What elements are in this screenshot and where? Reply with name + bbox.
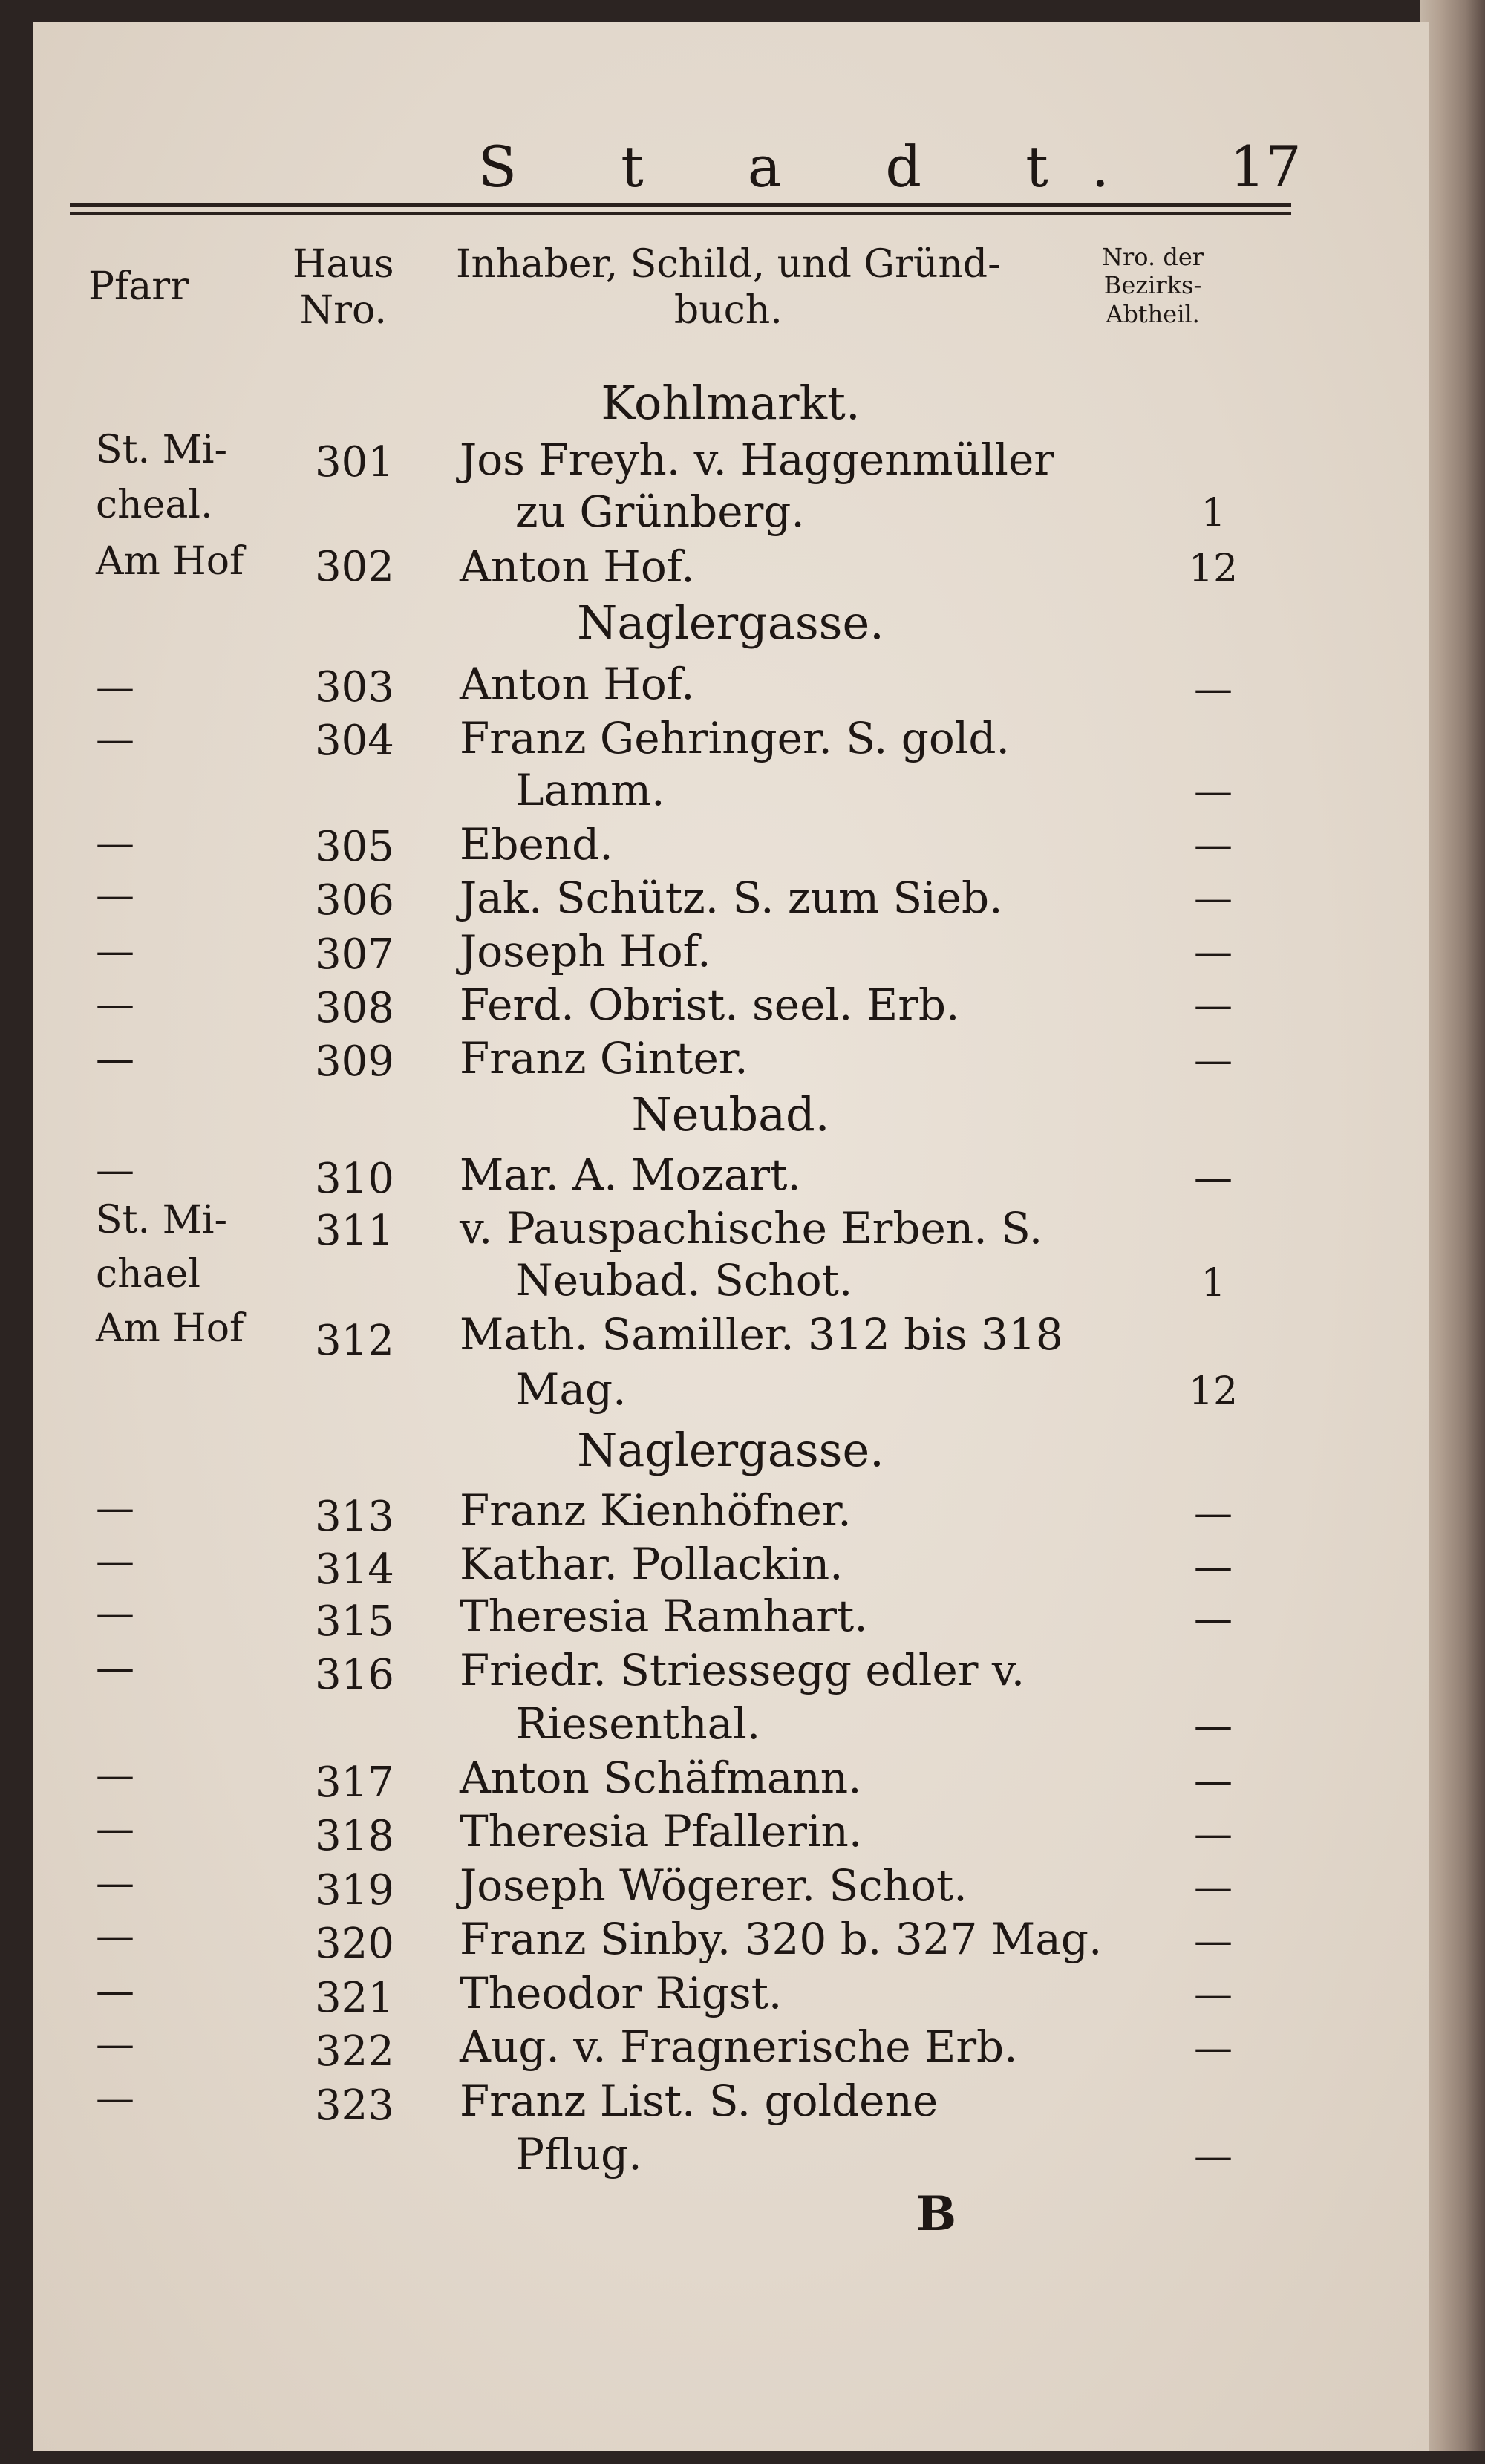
house-number: 314 [315, 1545, 394, 1594]
owner-entry: Franz Ginter. [460, 1033, 748, 1083]
header-rule-bottom [70, 212, 1291, 215]
owner-entry: Franz List. S. goldene [460, 2076, 939, 2126]
house-number: 312 [315, 1317, 394, 1365]
house-number: 307 [315, 930, 394, 979]
house-number: 316 [315, 1651, 394, 1699]
district-number: — [1194, 876, 1233, 921]
street-heading: Naglergasse. [577, 596, 884, 650]
owner-entry: Mar. A. Mozart. [460, 1150, 801, 1200]
house-number: 321 [315, 1974, 394, 2022]
parish-cell: — [96, 1591, 134, 1636]
district-number: 12 [1188, 547, 1238, 591]
owner-entry: Joseph Hof. [460, 926, 711, 977]
district-number: 1 [1201, 491, 1226, 535]
scan-border-bottom [0, 2451, 1485, 2464]
owner-entry: Anton Hof. [460, 659, 695, 709]
column-header-house-nr: Haus Nro. [293, 242, 394, 333]
parish-cell: — [96, 1539, 134, 1584]
parish-cell: — [96, 873, 134, 918]
owner-entry: Theresia Pfallerin. [460, 1806, 863, 1857]
parish-cell: St. Mi- [96, 1198, 228, 1242]
district-number: 1 [1201, 1261, 1226, 1306]
parish-cell: — [96, 2022, 134, 2067]
house-number: 311 [315, 1207, 394, 1255]
house-number: 322 [315, 2027, 394, 2076]
owner-entry: Franz Kienhöfner. [460, 1485, 852, 1536]
house-number: 306 [315, 876, 394, 925]
parish-cell: — [96, 1148, 134, 1193]
owner-entry-continued: Riesenthal. [515, 1698, 761, 1749]
parish-cell: — [96, 1861, 134, 1906]
parish-cell: — [96, 1807, 134, 1851]
district-number: — [1194, 667, 1233, 711]
district-number: 12 [1188, 1369, 1238, 1414]
owner-entry: Ferd. Obrist. seel. Erb. [460, 980, 960, 1030]
house-number: 313 [315, 1493, 394, 1541]
parish-cell: — [96, 1753, 134, 1798]
district-number: — [1194, 1156, 1233, 1200]
owner-entry-continued: Pflug. [515, 2129, 642, 2180]
street-heading: Naglergasse. [577, 1423, 884, 1477]
scan-border-left [0, 0, 33, 2464]
parish-cell: — [96, 1969, 134, 2013]
owner-entry: Jos Freyh. v. Haggenmüller [460, 434, 1055, 485]
house-number: 305 [315, 823, 394, 871]
house-number: 323 [315, 2082, 394, 2130]
parish-cell: — [96, 717, 134, 762]
district-number: — [1194, 1972, 1233, 2017]
house-number: 301 [315, 438, 394, 486]
district-number: — [1194, 1491, 1233, 1536]
column-header-district: Nro. der Bezirks- Abtheil. [1102, 243, 1204, 328]
owner-entry-continued: Mag. [515, 1364, 627, 1415]
owner-entry: Franz Sinby. 320 b. 327 Mag. [460, 1914, 1103, 1964]
district-number: — [1194, 1919, 1233, 1963]
parish-cell: Am Hof [96, 539, 244, 584]
owner-entry-continued: Neubad. Schot. [515, 1255, 853, 1306]
column-header-owner: Inhaber, Schild, und Gründ- buch. [456, 242, 1001, 333]
scan-border-top [0, 0, 1485, 22]
house-number: 309 [315, 1037, 394, 1086]
parish-cell: — [96, 665, 134, 710]
owner-entry: Aug. v. Fragnerische Erb. [460, 2021, 1018, 2072]
district-number: — [1194, 1038, 1233, 1083]
house-number: 317 [315, 1759, 394, 1807]
house-number: 320 [315, 1920, 394, 1968]
parish-cell: cheal. [96, 483, 213, 527]
parish-cell: — [96, 821, 134, 866]
owner-entry: Franz Gehringer. S. gold. [460, 713, 1010, 763]
district-number: — [1194, 823, 1233, 867]
district-number: — [1194, 2134, 1233, 2179]
parish-cell: — [96, 929, 134, 974]
owner-entry-continued: Lamm. [515, 765, 665, 815]
parish-cell: chael [96, 1252, 201, 1297]
house-number: 308 [315, 984, 394, 1032]
owner-entry: Kathar. Pollackin. [460, 1539, 843, 1589]
district-number: — [1194, 1812, 1233, 1857]
owner-entry: Jak. Schütz. S. zum Sieb. [460, 873, 1003, 923]
district-number: — [1194, 1545, 1233, 1589]
district-number: — [1194, 930, 1233, 974]
running-title: S t a d t. [478, 134, 1152, 200]
parish-cell: — [96, 2076, 134, 2121]
owner-entry: Theresia Ramhart. [460, 1591, 868, 1641]
parish-cell: Am Hof [96, 1306, 244, 1351]
owner-entry-continued: zu Grünberg. [515, 486, 805, 537]
page-fore-edge [1420, 0, 1485, 2464]
house-number: 303 [315, 663, 394, 711]
house-number: 304 [315, 717, 394, 765]
parish-cell: — [96, 1914, 134, 1959]
owner-entry: Joseph Wögerer. Schot. [460, 1860, 967, 1911]
house-number: 310 [315, 1155, 394, 1203]
house-number: 315 [315, 1597, 394, 1646]
header-rule-top [70, 203, 1291, 207]
district-number: — [1194, 983, 1233, 1028]
owner-entry: Anton Hof. [460, 541, 695, 592]
owner-entry: Friedr. Striessegg edler v. [460, 1645, 1025, 1695]
owner-entry: Ebend. [460, 819, 613, 870]
house-number: 318 [315, 1812, 394, 1860]
parish-cell: — [96, 1037, 134, 1081]
district-number: — [1194, 1865, 1233, 1910]
owner-entry: Math. Samiller. 312 bis 318 [460, 1309, 1063, 1360]
parish-cell: St. Mi- [96, 428, 228, 472]
district-number: — [1194, 2026, 1233, 2070]
catchword: B [916, 2186, 957, 2242]
district-number: — [1194, 769, 1233, 814]
owner-entry: v. Pauspachische Erben. S. [460, 1203, 1043, 1254]
book-page [33, 22, 1429, 2451]
parish-cell: — [96, 1486, 134, 1531]
district-number: — [1194, 1704, 1233, 1748]
column-header-parish: Pfarr [88, 264, 189, 309]
parish-cell: — [96, 982, 134, 1027]
street-heading: Kohlmarkt. [601, 376, 861, 430]
house-number: 302 [315, 543, 394, 591]
house-number: 319 [315, 1866, 394, 1914]
owner-entry: Anton Schäfmann. [460, 1753, 862, 1803]
page-number: 17 [1230, 134, 1302, 200]
district-number: — [1194, 1759, 1233, 1803]
street-heading: Neubad. [631, 1087, 830, 1141]
parish-cell: — [96, 1646, 134, 1690]
district-number: — [1194, 1597, 1233, 1641]
owner-entry: Theodor Rigst. [460, 1968, 783, 2018]
